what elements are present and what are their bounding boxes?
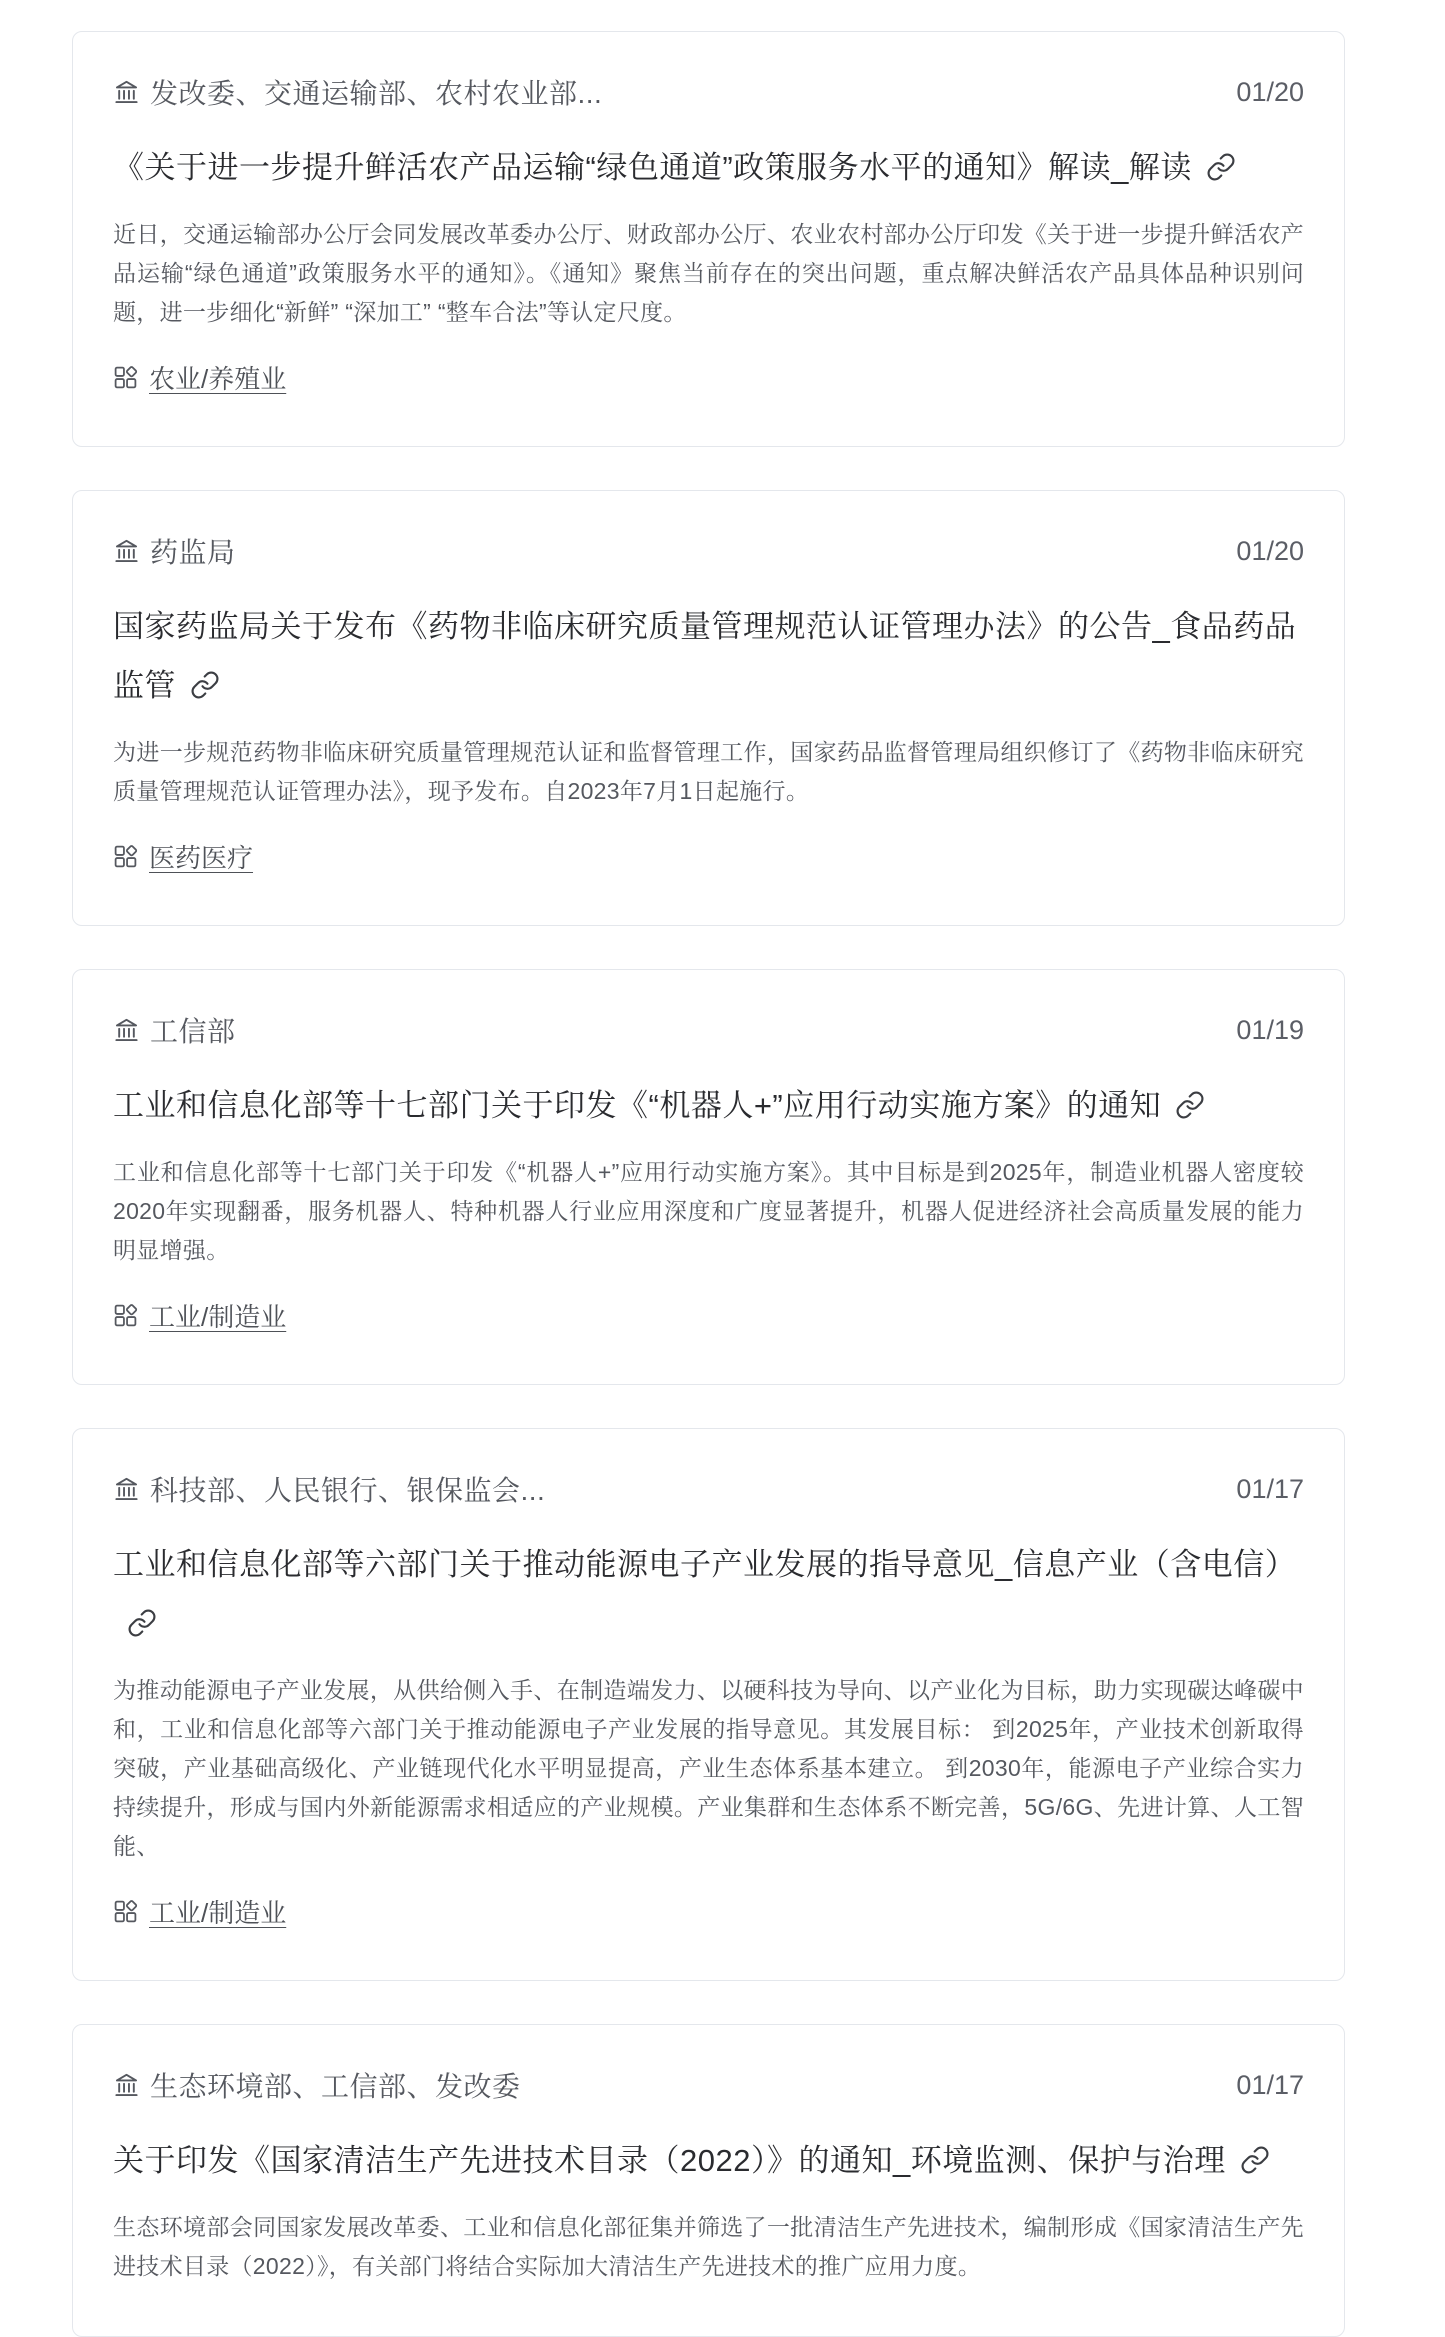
policy-card [72, 2024, 1345, 2337]
link-icon[interactable] [1175, 1090, 1205, 1120]
category-icon [113, 1899, 138, 1924]
card-header [113, 72, 1304, 112]
article-title-text: 关于印发《国家清洁生产先进技术目录（2022）》的通知_环境监测、保护与治理 [113, 2143, 1226, 2178]
policy-card [72, 1428, 1345, 1981]
category-icon [113, 844, 138, 869]
agency-label: 科技部、人民银行、银保监会... [150, 1475, 546, 1506]
bank-icon [113, 1017, 140, 1044]
link-icon[interactable] [127, 1608, 157, 1638]
link-icon[interactable] [1206, 152, 1236, 182]
policy-card [72, 490, 1345, 926]
category-tag-label: 医药医疗 [149, 843, 254, 873]
date-label: 01/19 [1236, 1014, 1304, 1045]
agency [113, 72, 602, 112]
card-header [113, 1469, 1304, 1509]
category-tag[interactable] [113, 838, 253, 875]
bank-icon [113, 538, 140, 565]
article-title-text: 国家药监局关于发布《药物非临床研究质量管理规范认证管理办法》的公告_食品药品监管 [113, 609, 1297, 703]
article-title-link[interactable] [113, 1535, 1304, 1653]
category-tag[interactable] [113, 1297, 286, 1334]
bank-icon [113, 1476, 140, 1503]
policy-card [72, 31, 1345, 447]
card-header [113, 2065, 1304, 2105]
date-label: 01/20 [1236, 76, 1304, 107]
bank-icon [113, 2072, 140, 2099]
agency-label: 生态环境部、工信部、发改委 [150, 2071, 521, 2102]
category-icon [113, 365, 138, 390]
article-title-link[interactable] [113, 2131, 1304, 2190]
article-summary: 近日，交通运输部办公厅会同发展改革委办公厅、财政部办公厅、农业农村部办公厅印发《关于进一步提升鲜活农产品运输“绿色通道”政策服务水平的通知》。《通知》聚焦当前存在的突出问题，重点解决鲜活农产品具体品种识别问题，进一步细化“新鲜” “深加工” “整车合法”等认定尺度。 [113, 221, 1304, 325]
agency [113, 1010, 236, 1050]
article-summary: 工业和信息化部等十七部门关于印发《“机器人+”应用行动实施方案》。其中目标是到2025年，制造业机器人密度较2020年实现翻番，服务机器人、特种机器人行业应用深度和广度显著提升，机器人促进经济社会高质量发展的能力明显增强。 [113, 1159, 1304, 1263]
category-tag-label: 工业/制造业 [149, 1898, 287, 1928]
article-title-link[interactable] [113, 597, 1304, 715]
policy-card [72, 969, 1345, 1385]
link-icon[interactable] [190, 670, 220, 700]
article-title-text: 工业和信息化部等六部门关于推动能源电子产业发展的指导意见_信息产业（含电信） [113, 1547, 1297, 1582]
link-icon[interactable] [1240, 2145, 1270, 2175]
agency [113, 531, 236, 571]
category-icon [113, 1303, 138, 1328]
card-header [113, 531, 1304, 571]
agency-label: 药监局 [150, 537, 236, 568]
agency [113, 1469, 545, 1509]
bank-icon [113, 79, 140, 106]
card-header [113, 1010, 1304, 1050]
date-label: 01/20 [1236, 535, 1304, 566]
date-label: 01/17 [1236, 2069, 1304, 2100]
article-summary: 为推动能源电子产业发展，从供给侧入手、在制造端发力、以硬科技为导向、以产业化为目标，助力实现碳达峰碳中和，工业和信息化部等六部门关于推动能源电子产业发展的指导意见。其发展目标： 到2025年，产业技术创新取得突破，产业基础高级化、产业链现代化水平明显提高，产业生态体系基本建立。 到2030年，能源电子产业综合实力持续提升，形成与国内外新能源需求相适应的产业规模。产业集群和生态体系不断完善，5G/6G、先进计算、人工智能、 [113, 1677, 1304, 1859]
category-tag[interactable] [113, 359, 286, 396]
date-label: 01/17 [1236, 1473, 1304, 1504]
article-summary: 为进一步规范药物非临床研究质量管理规范认证和监督管理工作，国家药品监督管理局组织修订了《药物非临床研究质量管理规范认证管理办法》，现予发布。自2023年7月1日起施行。 [113, 739, 1304, 804]
article-summary: 生态环境部会同国家发展改革委、工业和信息化部征集并筛选了一批清洁生产先进技术，编制形成《国家清洁生产先进技术目录（2022）》，有关部门将结合实际加大清洁生产先进技术的推广应用力度。 [113, 2214, 1304, 2279]
article-title-link[interactable] [113, 1076, 1304, 1135]
category-tag-label: 农业/养殖业 [149, 364, 287, 394]
category-tag-label: 工业/制造业 [149, 1302, 287, 1332]
article-title-text: 《关于进一步提升鲜活农产品运输“绿色通道”政策服务水平的通知》解读_解读 [113, 150, 1192, 185]
agency-label: 发改委、交通运输部、农村农业部... [150, 78, 603, 109]
category-tag[interactable] [113, 1893, 286, 1930]
article-title-text: 工业和信息化部等十七部门关于印发《“机器人+”应用行动实施方案》的通知 [113, 1088, 1162, 1123]
article-title-link[interactable] [113, 138, 1304, 197]
agency-label: 工信部 [150, 1016, 236, 1047]
agency [113, 2065, 521, 2105]
